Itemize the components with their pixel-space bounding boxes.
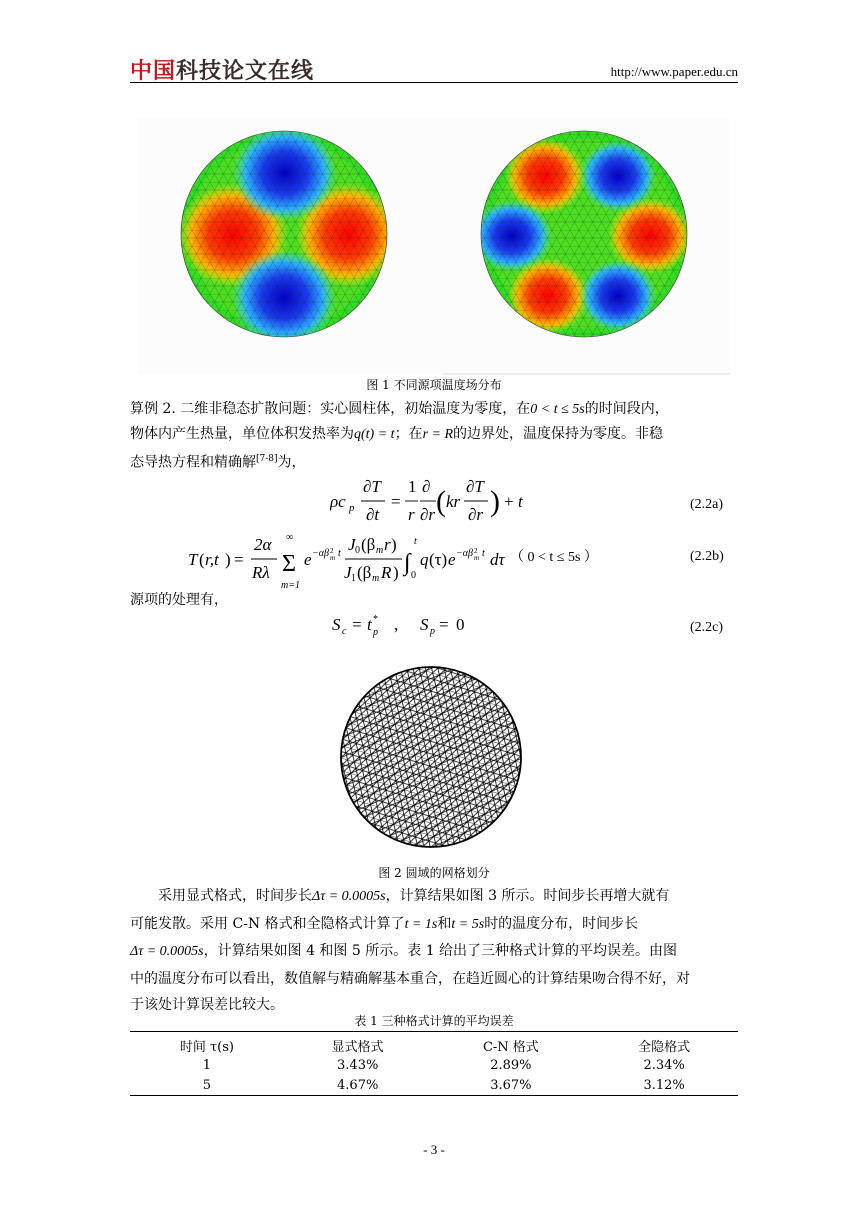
table-cell: 4.67% [337,1077,379,1093]
table-header-cell: 全隐格式 [638,1039,691,1055]
eq-2-2b-number: (2.2b) [690,549,724,564]
svg-text:−αβ: −αβ [456,548,473,559]
svg-text:t: t [482,548,485,559]
svg-text:2: 2 [330,547,334,555]
svg-text:): ) [225,550,231,569]
svg-text:r: r [408,505,415,524]
table-header-row [130,1032,738,1056]
svg-text:∂r: ∂r [468,505,484,524]
svg-text:): ) [490,485,500,518]
figure1-caption: 图 1 不同源项温度场分布 [366,378,502,392]
svg-text:2: 2 [474,547,478,555]
svg-text:R: R [381,563,392,582]
svg-text:0: 0 [355,545,360,556]
svg-text:t: t [338,548,341,559]
svg-text:m: m [474,554,480,562]
body-line4: 中的温度分布可以看出，数值解与精确解基本重合，在趋近圆心的计算结果吻合得不好，对 [130,970,690,987]
journal-logo [130,54,314,85]
svg-text:∂: ∂ [422,477,431,496]
svg-text:q: q [420,550,429,569]
svg-text:r: r [384,535,391,554]
svg-text:∂T: ∂T [466,477,484,496]
svg-text:m: m [372,573,380,584]
svg-text:p: p [349,502,355,514]
figure1-temperature-plots [138,118,730,378]
svg-text:J: J [348,535,356,554]
body-line5: 于该处计算误差比较大。 [130,997,284,1013]
svg-text:m: m [376,545,384,556]
svg-text:c: c [342,626,347,637]
eq-2-2a-number: (2.2a) [690,497,724,512]
table-cell: 1 [202,1057,212,1073]
svg-text:S: S [332,615,341,634]
svg-text:t: t [367,615,372,634]
svg-text:=: = [391,492,401,511]
svg-text:m=1: m=1 [281,580,300,591]
table1-caption: 表 1 三种格式计算的平均误差 [354,1014,514,1028]
logo-red-text: 中国 [130,59,177,84]
svg-text:1: 1 [351,573,356,584]
figure2-caption: 图 2 圆域的网格划分 [378,866,490,880]
svg-text:(: ( [436,485,446,518]
svg-text:*: * [373,614,378,625]
example2-line2: 物体内产生热量，单位体积发热率为q(t) = t；在r = R的边界处，温度保持为零度。非稳 [130,426,664,442]
table-header-cell: C-N 格式 [482,1039,539,1055]
svg-text:ρc: ρc [330,492,346,511]
source-text: 源项的处理有， [130,592,228,608]
svg-text:): ) [391,535,397,554]
svg-text:r,t: r,t [205,550,219,569]
eq-2-2c-number: (2.2c) [690,620,724,635]
svg-text:e: e [304,550,312,569]
table-header-cell: 时间 τ(s) [179,1039,234,1055]
svg-text:=: = [352,615,362,634]
table-cell: 3.67% [490,1077,532,1093]
svg-text:S: S [420,615,429,634]
body-line1: 采用显式格式，时间步长Δτ = 0.0005s，计算结果如图 3 所示。时间步长再增大就有 [158,888,670,904]
svg-text:J: J [344,563,352,582]
svg-text:2α: 2α [254,535,272,554]
table-cell: 2.34% [643,1057,685,1073]
svg-text:Σ: Σ [282,551,296,577]
table-header-cell: 显式格式 [331,1039,384,1055]
svg-text:t: t [518,492,523,511]
svg-text:(β: (β [361,535,376,554]
svg-text:(: ( [199,550,205,569]
table-cell: 5 [202,1077,212,1093]
svg-text:∞: ∞ [286,532,294,543]
body-paragraph [130,883,738,1019]
table1 [130,1031,738,1096]
example2-line1: 算例 2. 二维非稳态扩散问题：实心圆柱体，初始温度为零度，在0 < t ≤ 5s的时间段内， [130,401,669,417]
svg-text:kr: kr [446,492,461,511]
equation-2-2c [332,610,472,640]
svg-text:∂T: ∂T [363,477,381,496]
svg-text:(β: (β [357,563,372,582]
svg-text:e: e [448,550,456,569]
svg-text:∂t: ∂t [366,505,380,524]
svg-text:0: 0 [411,570,416,581]
svg-text:): ) [393,563,399,582]
svg-text:=: = [234,550,244,569]
equation-2-2a [330,472,530,530]
body-line2: 可能发散。采用 C-N 格式和全隐格式计算了t = 1s和t = 5s时的温度分布，时间步长 [130,915,639,932]
figure2-mesh [338,664,524,850]
svg-text:0: 0 [456,615,465,634]
page-number: - 3 - [423,1142,445,1157]
table-cell: 2.89% [490,1057,532,1073]
svg-text:1: 1 [408,477,417,496]
eq-2-2b-condition: （ 0 < t ≤ 5s ） [510,550,598,565]
svg-text:=: = [439,615,449,634]
svg-text:T: T [188,550,198,569]
svg-text:p: p [430,626,435,637]
svg-text:p: p [373,627,378,638]
svg-text:−αβ: −αβ [312,548,329,559]
body-line3: Δτ = 0.0005s，计算结果如图 4 和图 5 所示。表 1 给出了三种格式计算的平均误差。由图 [130,943,678,959]
svg-text:∂r: ∂r [420,505,436,524]
svg-text:Rλ: Rλ [252,563,270,582]
svg-text:+: + [504,492,514,511]
logo-dark-text: 科技论文在线 [176,59,315,84]
example2-line3: 态导热方程和精确解[7-8]为， [130,454,306,471]
table-cell: 3.12% [643,1077,685,1093]
svg-text:,: , [394,615,399,634]
header-url[interactable]: http://www.paper.edu.cn [610,64,738,79]
svg-text:dτ: dτ [490,550,505,569]
svg-text:t: t [414,536,417,547]
table-row [130,1055,738,1075]
svg-text:(τ): (τ) [429,550,448,569]
header-rule [130,82,738,83]
example2-paragraph [130,397,738,476]
table-row [130,1075,738,1096]
table-cell: 3.43% [337,1057,379,1073]
svg-text:∫: ∫ [404,550,411,576]
svg-text:m: m [330,554,336,562]
